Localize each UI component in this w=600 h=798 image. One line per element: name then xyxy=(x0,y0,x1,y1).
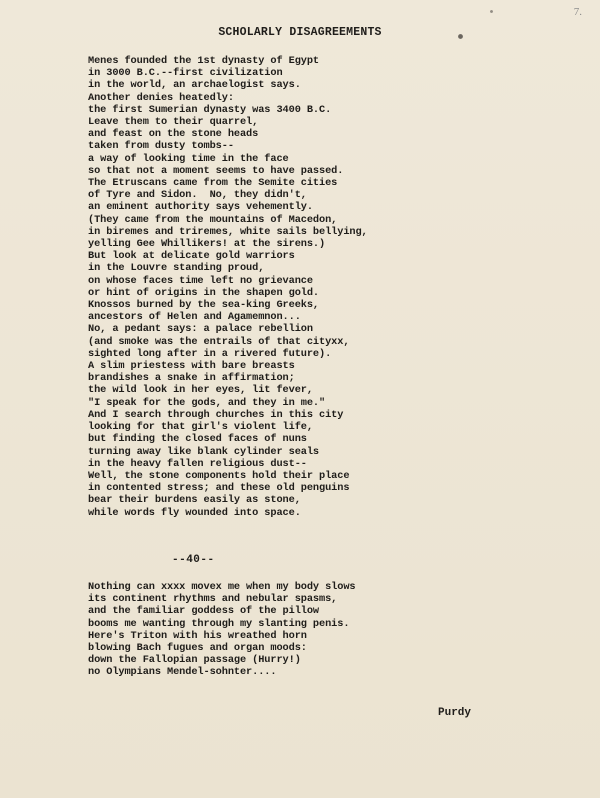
poem-line: in biremes and triremes, white sails bellying, xyxy=(88,225,368,238)
poem-line: its continent rhythms and nebular spasms, xyxy=(88,593,338,606)
poem-line: and the familiar goddess of the pillow xyxy=(88,605,320,618)
page-number: 7. xyxy=(573,6,582,18)
poem-line: down the Fallopian passage (Hurry!) xyxy=(88,654,301,667)
poem-line: Nothing can xxxx movex me when my body slows xyxy=(88,581,356,593)
poem-line: an eminent authority says vehemently. xyxy=(88,201,313,214)
poem-line: on whose faces time left no grievance xyxy=(88,274,313,287)
poem-line: looking for that girl's violent life, xyxy=(88,421,313,434)
poem-line: But look at delicate gold warriors xyxy=(88,250,295,263)
poem-line: turning away like blank cylinder seals xyxy=(88,445,320,458)
section-number: --40-- xyxy=(172,554,215,566)
poem-section-1 xyxy=(88,55,368,519)
poem-line: yelling Gee Whillikers! at the sirens.) xyxy=(88,238,326,251)
poem-line: Leave them to their quarrel, xyxy=(88,116,259,129)
poem-line: a way of looking time in the face xyxy=(88,152,289,165)
poem-line: (They came from the mountains of Macedon, xyxy=(88,213,338,226)
ink-spot xyxy=(458,34,463,39)
ink-spot xyxy=(490,10,493,13)
poem-line: in contented stress; and these old penguins xyxy=(88,482,350,495)
poem-line: Menes founded the 1st dynasty of Egypt xyxy=(88,55,320,67)
poem-line: Another denies heatedly: xyxy=(88,91,234,104)
author-signature: Purdy xyxy=(438,707,472,719)
poem-line: And I search through churches in this city xyxy=(88,408,344,421)
poem-line: No, a pedant says: a palace rebellion xyxy=(88,323,313,336)
poem-line: in the Louvre standing proud, xyxy=(88,262,265,275)
poem-line: (and smoke was the entrails of that cityxx, xyxy=(88,335,350,348)
poem-line: taken from dusty tombs-- xyxy=(88,140,234,153)
poem-line: sighted long after in a rivered future). xyxy=(88,347,332,360)
poem-line: but finding the closed faces of nuns xyxy=(88,433,307,446)
poem-line: The Etruscans came from the Semite cities xyxy=(88,177,338,190)
poem-line: no Olympians Mendel-sohnter.... xyxy=(88,666,277,679)
poem-line: bear their burdens easily as stone, xyxy=(88,494,301,507)
poem-line: the first Sumerian dynasty was 3400 B.C. xyxy=(88,103,332,116)
poem-line: in the heavy fallen religious dust-- xyxy=(88,457,307,470)
poem-line: brandishes a snake in affirmation; xyxy=(88,372,295,385)
poem-line: Here's Triton with his wreathed horn xyxy=(88,629,307,642)
poem-title: SCHOLARLY DISAGREEMENTS xyxy=(218,26,382,39)
poem-line: ancestors of Helen and Agamemnon... xyxy=(88,311,301,324)
poem-line: booms me wanting through my slanting penis. xyxy=(88,617,350,630)
poem-line: "I speak for the gods, and they in me." xyxy=(88,396,326,409)
poem-line: of Tyre and Sidon. No, they didn't, xyxy=(88,189,307,202)
poem-section-2 xyxy=(88,581,355,679)
poem-line: in 3000 B.C.--first civilization xyxy=(88,67,283,80)
poem-line: Well, the stone components hold their place xyxy=(88,469,350,482)
poem-line: while words fly wounded into space. xyxy=(88,506,301,519)
poem-line: in the world, an archaelogist says. xyxy=(88,79,301,92)
poem-line: or hint of origins in the shapen gold. xyxy=(88,286,320,299)
poem-line: and feast on the stone heads xyxy=(88,128,259,141)
poem-line: blowing Bach fugues and organ moods: xyxy=(88,642,307,655)
poem-line: A slim priestess with bare breasts xyxy=(88,360,295,373)
poem-line: the wild look in her eyes, lit fever, xyxy=(88,384,313,397)
poem-line: so that not a moment seems to have passed. xyxy=(88,164,344,177)
poem-line: Knossos burned by the sea-king Greeks, xyxy=(88,299,320,312)
